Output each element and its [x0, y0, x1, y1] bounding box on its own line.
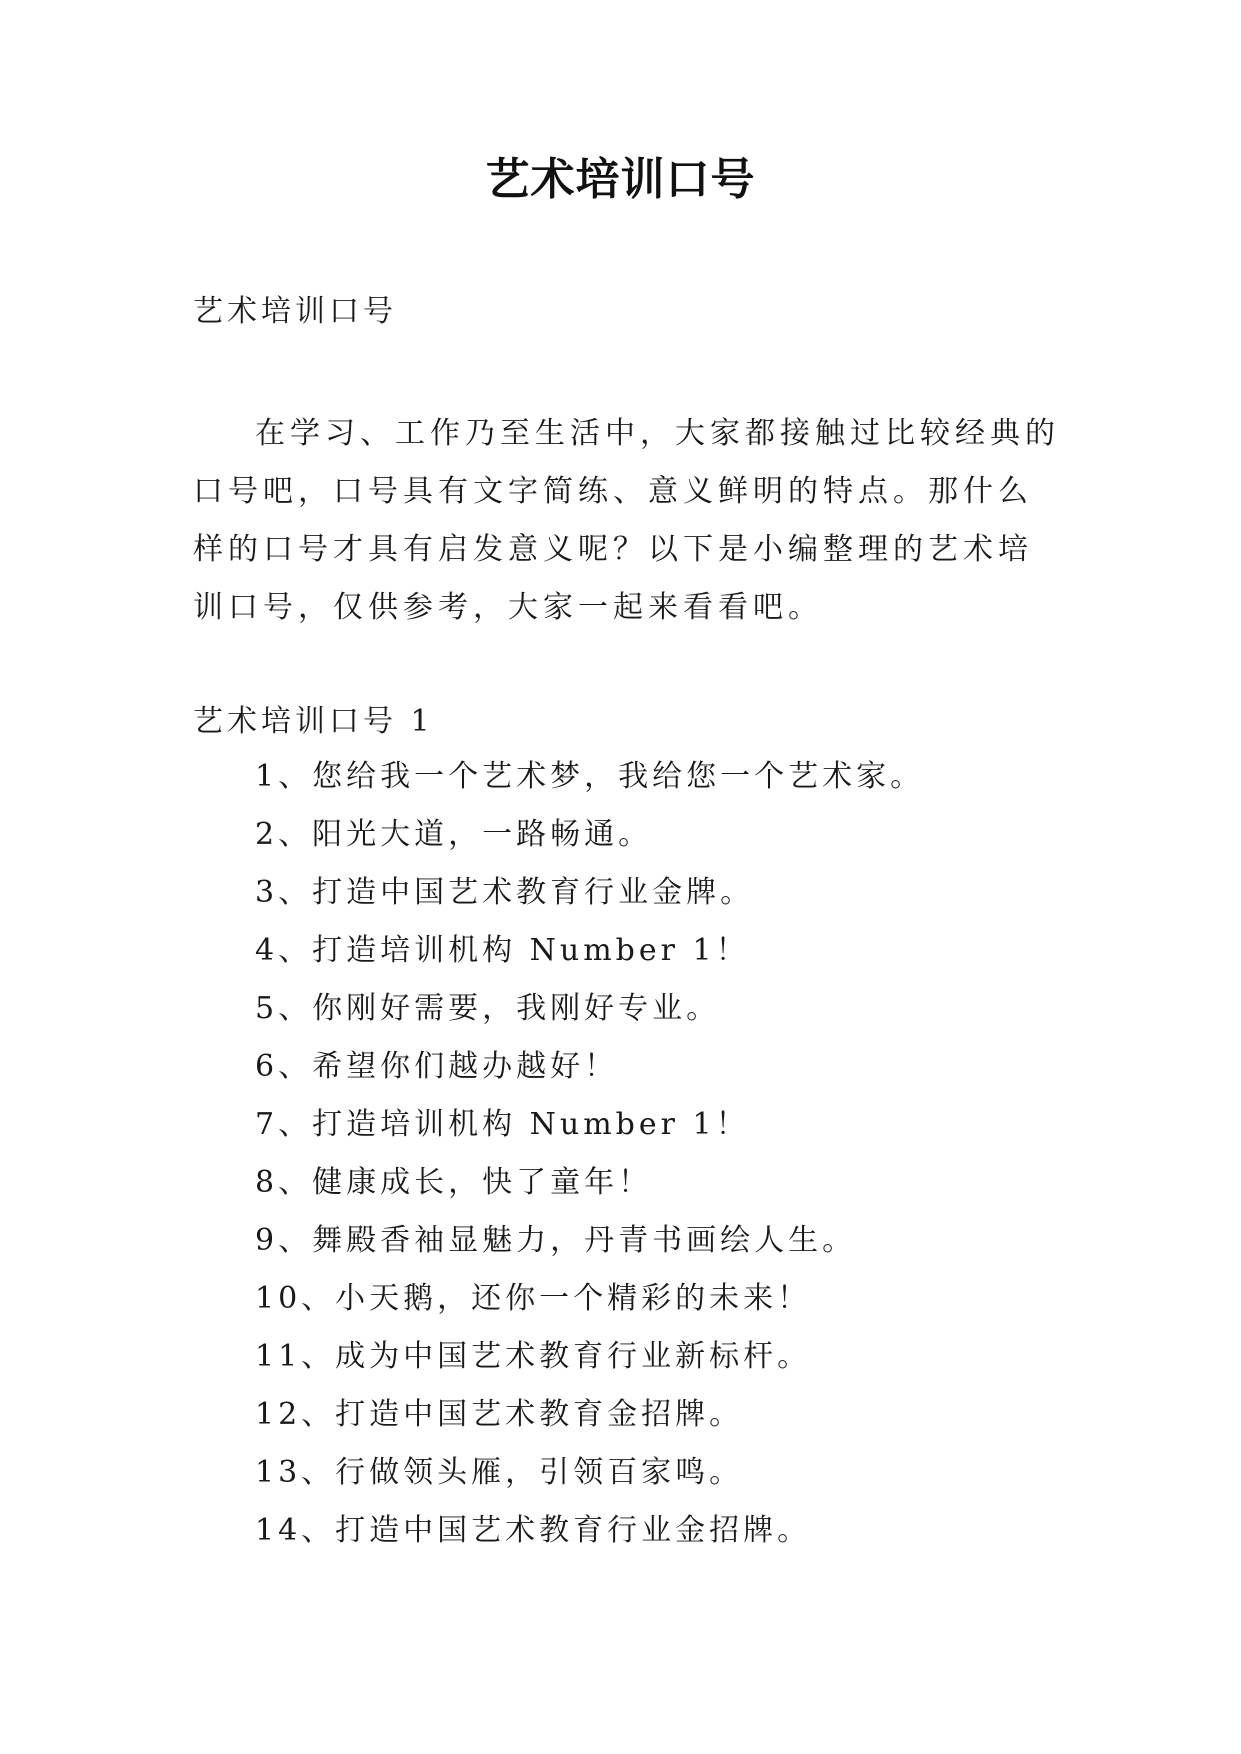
slogan-item: 14、打造中国艺术教育行业金招牌。	[255, 1513, 812, 1548]
slogan-item: 8、健康成长，快了童年！	[255, 1165, 653, 1200]
document-title: 艺术培训口号	[485, 154, 756, 205]
slogan-item: 13、行做领头雁，引领百家鸣。	[255, 1455, 744, 1490]
document-subtitle: 艺术培训口号	[193, 294, 397, 329]
slogan-item: 2、阳光大道，一路畅通。	[255, 817, 653, 852]
slogan-item: 12、打造中国艺术教育金招牌。	[255, 1397, 744, 1432]
slogan-list	[255, 757, 924, 1569]
slogan-item: 9、舞殿香袖显魅力，丹青书画绘人生。	[255, 1223, 857, 1258]
slogan-item: 7、打造培训机构 Number 1！	[255, 1107, 750, 1142]
intro-paragraph: 在学习、工作乃至生活中，大家都接触过比较经典的口号吧，口号具有文字简练、意义鲜明的特点。那什么样的口号才具有启发意义呢？以下是小编整理的艺术培训口号，仅供参考，大家一起来看看吧。	[193, 416, 1060, 625]
slogan-item: 11、成为中国艺术教育行业新标杆。	[255, 1339, 812, 1374]
slogan-item: 6、希望你们越办越好！	[255, 1049, 619, 1084]
slogan-item: 4、打造培训机构 Number 1！	[255, 933, 750, 968]
slogan-item: 10、小天鹅，还你一个精彩的未来！	[255, 1281, 812, 1316]
slogan-item: 5、你刚好需要，我刚好专业。	[255, 991, 721, 1026]
slogan-item: 1、您给我一个艺术梦，我给您一个艺术家。	[255, 759, 925, 794]
slogan-item: 3、打造中国艺术教育行业金牌。	[255, 875, 755, 910]
section-heading: 艺术培训口号 1	[193, 704, 434, 739]
